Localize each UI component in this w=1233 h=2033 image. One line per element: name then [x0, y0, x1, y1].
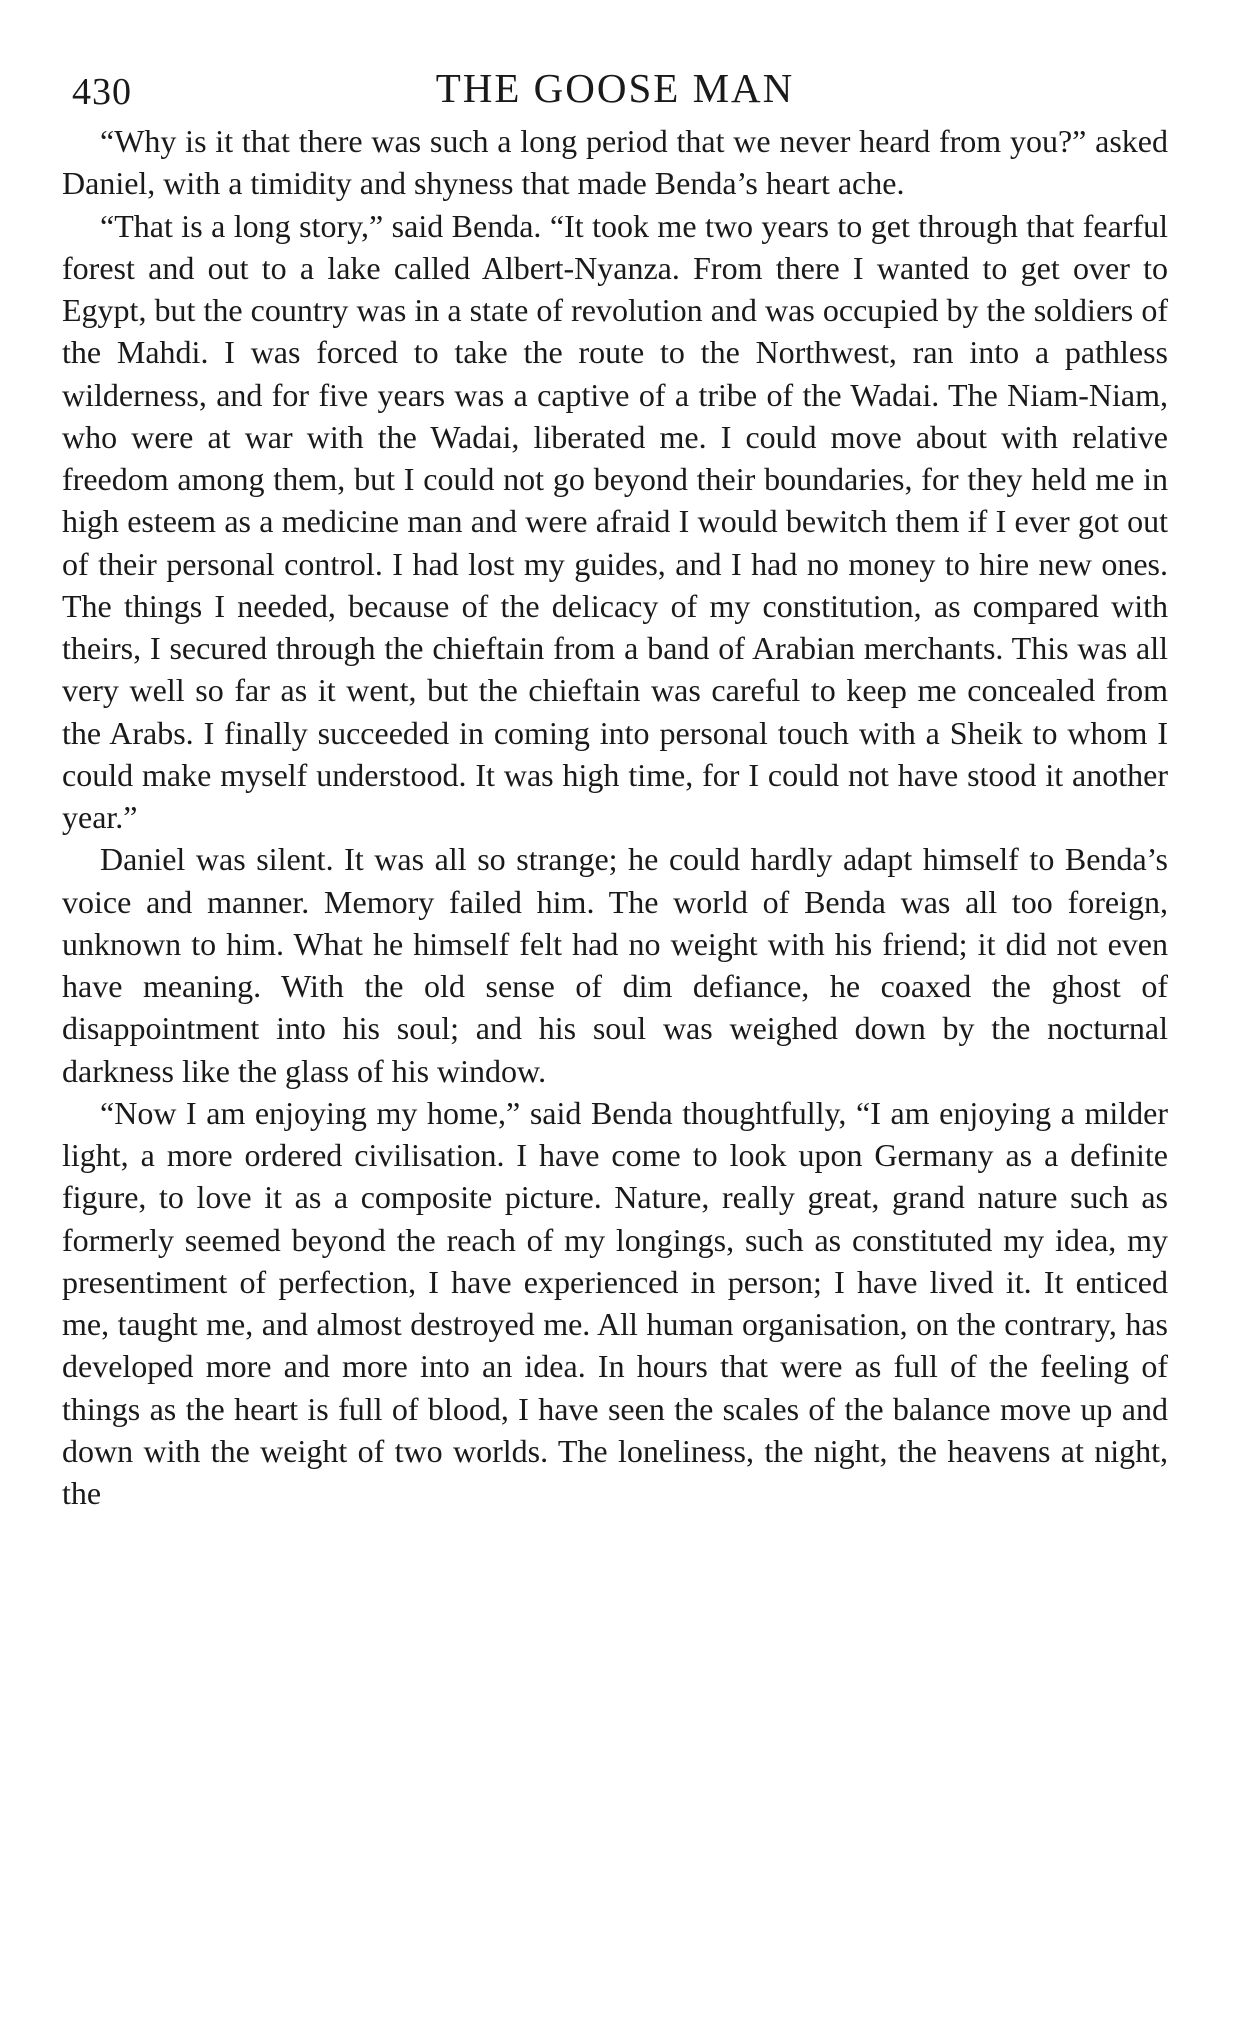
page-number: 430: [72, 71, 132, 113]
running-head: [62, 60, 1168, 120]
book-page: [62, 60, 1168, 1514]
paragraph-2: “That is a long story,” said Benda. “It took me two years to get through that fearful forest and out to a lake called Albert-Nyanza. From there I wanted to get over to Egypt, but the country was in a state of revolution and was occupied by the soldiers of the Mahdi. I was forced to take the route to the Northwest, ran into a pathless wilderness, and for five years was a captive of a tribe of the Wadai. The Niam-Niam, who were at war with the Wadai, liberated me. I could move about with relative freedom among them, but I could not go beyond their boundaries, for they held me in high esteem as a medicine man and were afraid I would bewitch them if I ever got out of their personal control. I had lost my guides, and I had no money to hire new ones. The things I needed, because of the delicacy of my constitution, as compared with theirs, I secured through the chieftain from a band of Arabian merchants. This was all very well so far as it went, but the chieftain was careful to keep me concealed from the Arabs. I finally succeeded in coming into personal touch with a Sheik to whom I could make myself understood. It was high time, for I could not have stood it another year.”: [62, 207, 1168, 835]
running-title: THE GOOSE MAN: [435, 65, 795, 111]
paragraph-4: “Now I am enjoying my home,” said Benda thoughtfully, “I am enjoying a milder light, a more ordered civilisation. I have come to look upon Germany as a definite figure, to love it as a composite picture. Nature, really great, grand nature such as formerly seemed beyond the reach of my longings, such as constituted my idea, my presentiment of perfection, I have experienced in person; I have lived it. It enticed me, taught me, and almost destroyed me. All human organisation, on the contrary, has developed more and more into an idea. In hours that were as full of the feeling of things as the heart is full of blood, I have seen the scales of the balance move up and down with the weight of two worlds. The loneliness, the night, the heavens at night, the: [62, 1094, 1168, 1511]
paragraph-1: “Why is it that there was such a long period that we never heard from you?” asked Daniel, with a timidity and shyness that made Benda’s heart ache.: [62, 123, 1168, 202]
paragraph-3: Daniel was silent. It was all so strange; he could hardly adapt himself to Benda’s voice and manner. Memory failed him. The world of Benda was all too foreign, unknown to him. What he himself felt had no weight with his friend; it did not even have meaning. With the old sense of dim defiance, he coaxed the ghost of disappointment into his soul; and his soul was weighed down by the nocturnal darkness like the glass of his window.: [62, 841, 1168, 1089]
body-text: [62, 120, 1168, 1514]
